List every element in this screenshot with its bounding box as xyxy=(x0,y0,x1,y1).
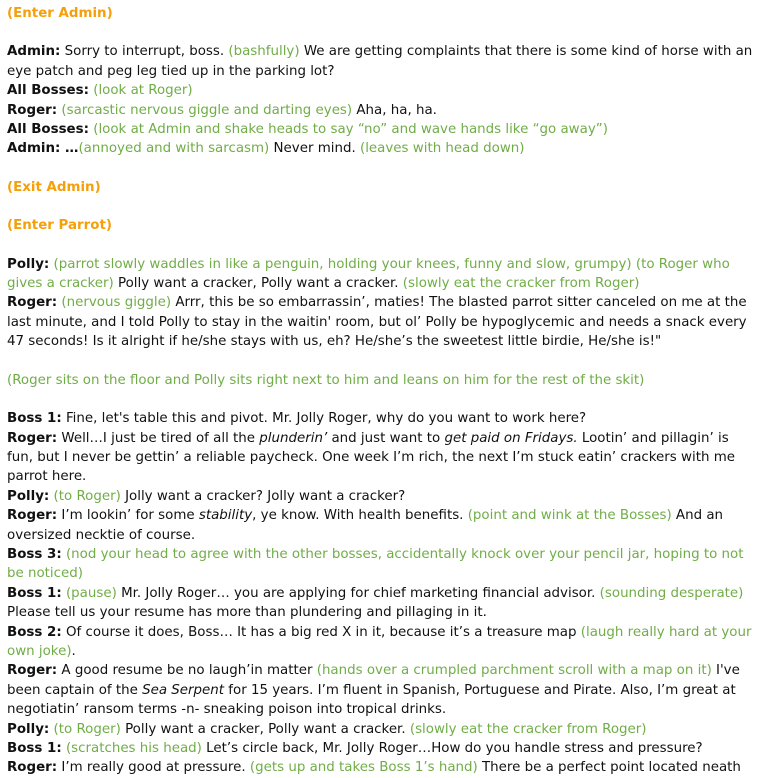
dialogue-text: Jolly want a cracker? Jolly want a cracker? xyxy=(120,488,406,504)
script-line xyxy=(7,623,753,662)
speaker-name: Boss 2: xyxy=(7,624,62,640)
dialogue-text: . xyxy=(71,643,76,659)
script-line xyxy=(7,429,753,487)
script-line xyxy=(7,139,753,158)
stage-direction: (laugh really hard at your own joke) xyxy=(7,624,752,659)
dialogue-text: Let’s circle back, Mr. Jolly Roger…How do you handle stress and pressure? xyxy=(201,741,703,756)
stage-direction: (slowly eat the cracker from Roger) xyxy=(409,721,647,737)
speaker-name: All Bosses: xyxy=(7,83,89,99)
speaker-name: Polly: xyxy=(7,721,50,737)
dialogue-text: for 15 years. I’m fluent in Spanish, Portuguese and Pirate. Also, I’m great at negotiatin’ ransom terms -n- sneaking poison into tropical drinks. xyxy=(7,682,736,718)
stage-heading: (Enter Parrot) xyxy=(7,218,112,234)
dialogue-text: We are getting complaints that there is some kind of horse with an eye patch and peg leg tied up in the parking lot? xyxy=(7,44,753,79)
speaker-name: Boss 1: xyxy=(7,741,62,756)
dialogue-text: Never mind. xyxy=(269,141,360,157)
dialogue-text: I’m really good at pressure. xyxy=(57,760,250,776)
script-line xyxy=(7,739,753,758)
dialogue-text: Fine, let's table this and pivot. Mr. Jolly Roger, why do you want to work here? xyxy=(61,411,587,427)
dialogue-text: And an oversized necktie of course. xyxy=(7,508,724,543)
blank-line xyxy=(7,159,753,178)
script-line xyxy=(7,120,753,139)
script-line xyxy=(7,758,753,777)
stage-direction: (to Roger) xyxy=(49,488,121,504)
dialogue-text: Please tell us your resume has more than plundering and pillaging in it. xyxy=(7,605,487,621)
dialogue-text: Well…I just be tired of all the xyxy=(57,430,260,446)
dialogue-text: Mr. Jolly Roger… you are applying for chief marketing financial advisor. xyxy=(116,585,600,601)
stage-heading: (Exit Admin) xyxy=(7,179,101,195)
script-line xyxy=(7,506,753,545)
speaker-name: Boss 1: xyxy=(7,411,62,427)
speaker-name: Roger: xyxy=(7,430,58,446)
stage-direction: (look at Roger) xyxy=(88,83,193,99)
speaker-name: Polly: xyxy=(7,256,50,272)
stage-direction: (leaves with head down) xyxy=(359,141,525,157)
script-line xyxy=(7,720,753,739)
emphasis-text: get paid on Fridays. xyxy=(444,430,578,446)
stage-direction: (point and wink at the Bosses) xyxy=(467,508,672,524)
stage-heading: (Enter Admin) xyxy=(7,6,113,21)
script-line xyxy=(7,81,753,100)
stage-direction: (scratches his head) xyxy=(61,741,202,756)
dialogue-text: and just want to xyxy=(327,430,445,446)
blank-line xyxy=(7,23,753,42)
blank-line xyxy=(7,390,753,409)
stage-direction: (slowly eat the cracker from Roger) xyxy=(402,276,640,292)
dialogue-text: Polly want a cracker, Polly want a cracker. xyxy=(120,721,410,737)
stage-direction: (sounding desperate) xyxy=(599,585,744,601)
dialogue-text: , ye know. With health benefits. xyxy=(252,508,468,524)
dialogue-text: Lootin’ and pillagin’ is fun, but I never be gettin’ a reliable paycheck. One week I’m rich, the next I’m stuck eatin’ crackers with me parrot here. xyxy=(7,430,735,485)
dialogue-text: I've been captain of the xyxy=(7,663,740,698)
speaker-name: Roger: xyxy=(7,760,58,776)
dialogue-text: Of course it does, Boss… It has a big red X in it, because it’s a treasure map xyxy=(61,624,581,640)
dialogue-text: I’m lookin’ for some xyxy=(57,508,199,524)
dialogue-text: Polly want a cracker, Polly want a cracker. xyxy=(113,276,403,292)
speaker-name: Admin: … xyxy=(7,141,79,157)
speaker-name: Polly: xyxy=(7,488,50,504)
script-line xyxy=(7,487,753,506)
emphasis-text: plunderin’ xyxy=(259,430,328,446)
stage-direction: (Roger sits on the floor and Polly sits right next to him and leans on him for the rest of the skit) xyxy=(7,372,645,388)
stage-direction: (hands over a crumpled parchment scroll with a map on it) xyxy=(316,663,712,679)
script-line xyxy=(7,584,753,623)
script-line xyxy=(7,661,753,719)
dialogue-text: A good resume be no laugh’in matter xyxy=(57,663,317,679)
dialogue-text: Arrr, this be so embarrassin’, maties! The blasted parrot sitter canceled on me at the last minute, and I told Polly to stay in the waitin' room, but ol’ Polly be hypoglycemic and needs a snack every 47 seconds! Is it alright if he/she stays with us, eh? He/she’s the sweetest little birdie, He/she is!" xyxy=(7,295,747,350)
speaker-name: Admin: xyxy=(7,44,61,60)
stage-direction: (nervous giggle) xyxy=(57,295,172,311)
speaker-name: Boss 1: xyxy=(7,585,62,601)
speaker-name: Roger: xyxy=(7,295,58,311)
blank-line xyxy=(7,352,753,371)
script-line xyxy=(7,409,753,428)
script-line xyxy=(7,42,753,81)
stage-direction: (look at Admin and shake heads to say “no” and wave hands like “go away”) xyxy=(88,122,608,138)
blank-line xyxy=(7,236,753,255)
dialogue-text: Aha, ha, ha. xyxy=(352,102,437,118)
stage-direction: (annoyed and with sarcasm) xyxy=(78,141,270,157)
blank-line xyxy=(7,197,753,216)
speaker-name: All Bosses: xyxy=(7,122,89,138)
stage-direction: (to Roger) xyxy=(49,721,121,737)
script-line xyxy=(7,545,753,584)
emphasis-text: Sea Serpent xyxy=(142,682,225,698)
stage-direction: (nod your head to agree with the other bosses, accidentally knock over your pencil jar, hoping to not be noticed) xyxy=(7,546,744,582)
script-line xyxy=(7,255,753,294)
stage-direction: (gets up and takes Boss 1’s hand) xyxy=(249,760,478,776)
stage-direction: (sarcastic nervous giggle and darting eyes) xyxy=(57,102,353,118)
dialogue-text: Sorry to interrupt, boss. xyxy=(60,44,229,60)
stage-direction: (bashfully) xyxy=(228,44,300,60)
script-line xyxy=(7,371,753,390)
emphasis-text: stability xyxy=(198,508,253,524)
speaker-name: Roger: xyxy=(7,508,58,524)
speaker-name: Roger: xyxy=(7,663,58,679)
stage-direction: (parrot slowly waddles in like a penguin, holding your knees, funny and slow, grumpy) (to Roger who gives a cracker) xyxy=(7,256,730,292)
stage-direction: (pause) xyxy=(61,585,117,601)
speaker-name: Boss 3: xyxy=(7,546,62,562)
script-line xyxy=(7,293,753,351)
speaker-name: Roger: xyxy=(7,102,58,118)
script-line xyxy=(7,101,753,120)
dialogue-text: There be a perfect point located neath xyxy=(477,760,741,776)
